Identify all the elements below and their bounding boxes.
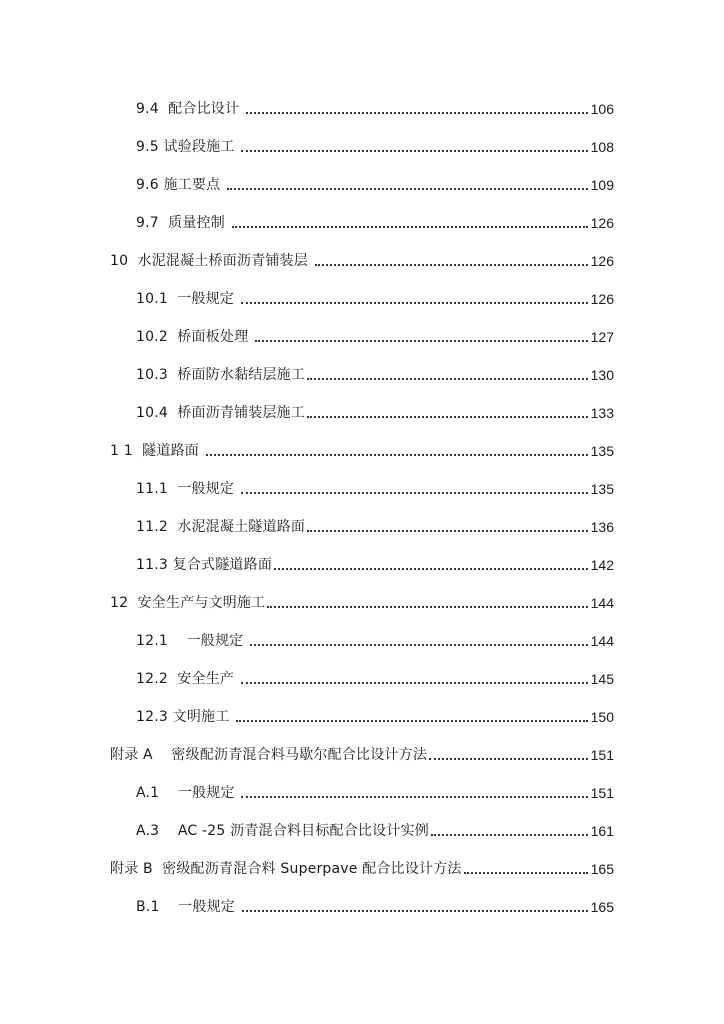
toc-entry-page-number: 151 — [590, 785, 614, 801]
toc-entry-title: 12.2 安全生产 — [136, 671, 239, 687]
toc-entry-page-number: 135 — [590, 443, 614, 459]
dot-leader — [232, 226, 588, 228]
toc-entry-title: 9.7 质量控制 — [136, 215, 230, 231]
toc-entry[interactable] — [136, 134, 614, 156]
toc-entry-title: 10.1 一般规定 — [136, 291, 239, 307]
toc-entry-title: 9.5 试验段施工 — [136, 139, 240, 155]
toc-entry-title: A.3 AC -25 沥青混合料目标配合比设计实例 — [136, 823, 429, 839]
dot-leader — [255, 340, 588, 342]
toc-entry-page-number: 130 — [590, 367, 614, 383]
toc-entry[interactable] — [136, 628, 614, 650]
toc-entry-page-number: 133 — [590, 405, 614, 421]
toc-entry[interactable] — [136, 514, 614, 536]
dot-leader — [267, 606, 588, 608]
dot-leader — [315, 264, 588, 266]
dot-leader — [241, 492, 588, 494]
toc-entry-title: A.1 一般规定 — [136, 785, 240, 801]
toc-entry[interactable] — [136, 324, 614, 346]
dot-leader — [241, 302, 588, 304]
toc-entry[interactable] — [136, 172, 614, 194]
toc-entry[interactable] — [136, 894, 614, 916]
toc-entry-title: 12.3 文明施工 — [136, 709, 235, 725]
toc-entry[interactable] — [136, 96, 614, 118]
toc-entry-title: 9.6 施工要点 — [136, 177, 225, 193]
dot-leader — [464, 872, 588, 874]
toc-entry-page-number: 108 — [590, 139, 614, 155]
dot-leader — [241, 150, 588, 152]
toc-entry-title: 10.3 桥面防水黏结层施工 — [136, 367, 306, 383]
toc-entry-page-number: 136 — [590, 519, 614, 535]
toc-entry-title: 11.1 一般规定 — [136, 481, 239, 497]
toc-entry[interactable] — [136, 552, 614, 574]
dot-leader — [307, 378, 588, 380]
toc-entry-title: 11.3 复合式隧道路面 — [136, 557, 273, 573]
toc-entry-title: 10 水泥混凝土桥面沥青铺装层 — [110, 253, 313, 269]
toc-entry[interactable] — [136, 286, 614, 308]
toc-entry[interactable] — [136, 362, 614, 384]
toc-entry-page-number: 151 — [590, 747, 614, 763]
toc-entry-page-number: 109 — [590, 177, 614, 193]
dot-leader — [307, 530, 588, 532]
toc-entry[interactable] — [136, 818, 614, 840]
toc-entry[interactable] — [110, 742, 614, 764]
toc-entry-page-number: 165 — [590, 861, 614, 877]
toc-entry-title: 9.4 配合比设计 — [136, 101, 244, 117]
toc-entry-page-number: 144 — [590, 633, 614, 649]
dot-leader — [206, 454, 588, 456]
toc-entry[interactable] — [136, 210, 614, 232]
toc-entry-title: 11.2 水泥混凝土隧道路面 — [136, 519, 306, 535]
toc-entry-page-number: 126 — [590, 253, 614, 269]
dot-leader — [242, 910, 588, 912]
dot-leader — [431, 834, 588, 836]
dot-leader — [241, 682, 588, 684]
toc-entry-page-number: 144 — [590, 595, 614, 611]
dot-leader — [307, 416, 588, 418]
toc-entry-page-number: 126 — [590, 291, 614, 307]
toc-entry-title: B.1 一般规定 — [136, 899, 240, 915]
toc-entry-title: 10.2 桥面板处理 — [136, 329, 253, 345]
toc-entry-title: 10.4 桥面沥青铺装层施工 — [136, 405, 306, 421]
dot-leader — [227, 188, 588, 190]
toc-entry[interactable] — [136, 704, 614, 726]
dot-leader — [429, 758, 588, 760]
toc-entry-page-number: 106 — [590, 101, 614, 117]
toc-entry-page-number: 145 — [590, 671, 614, 687]
toc-entry-page-number: 150 — [590, 709, 614, 725]
toc-entry[interactable] — [136, 666, 614, 688]
toc-entry-title: 附录 A 密级配沥青混合料马歇尔配合比设计方法 — [110, 747, 428, 763]
toc-entry-page-number: 161 — [590, 823, 614, 839]
toc-entry[interactable] — [110, 438, 614, 460]
dot-leader — [241, 796, 588, 798]
toc-entry-title: 12 安全生产与文明施工 — [110, 595, 266, 611]
toc-entry-page-number: 165 — [590, 899, 614, 915]
toc-entry-title: 1 1 隧道路面 — [110, 443, 204, 459]
toc-entry-page-number: 142 — [590, 557, 614, 573]
toc-entry-title: 附录 B 密级配沥青混合料 Superpave 配合比设计方法 — [110, 861, 462, 877]
dot-leader — [250, 644, 588, 646]
dot-leader — [274, 568, 588, 570]
toc-entry[interactable] — [136, 476, 614, 498]
toc-entry-page-number: 127 — [590, 329, 614, 345]
toc-entry[interactable] — [136, 400, 614, 422]
toc-entry[interactable] — [110, 248, 614, 270]
toc-entry-page-number: 135 — [590, 481, 614, 497]
toc-entry[interactable] — [110, 856, 614, 878]
dot-leader — [236, 720, 588, 722]
toc-entry[interactable] — [110, 590, 614, 612]
toc-entry[interactable] — [136, 780, 614, 802]
dot-leader — [246, 112, 588, 114]
toc-entry-page-number: 126 — [590, 215, 614, 231]
toc-entry-title: 12.1 一般规定 — [136, 633, 249, 649]
